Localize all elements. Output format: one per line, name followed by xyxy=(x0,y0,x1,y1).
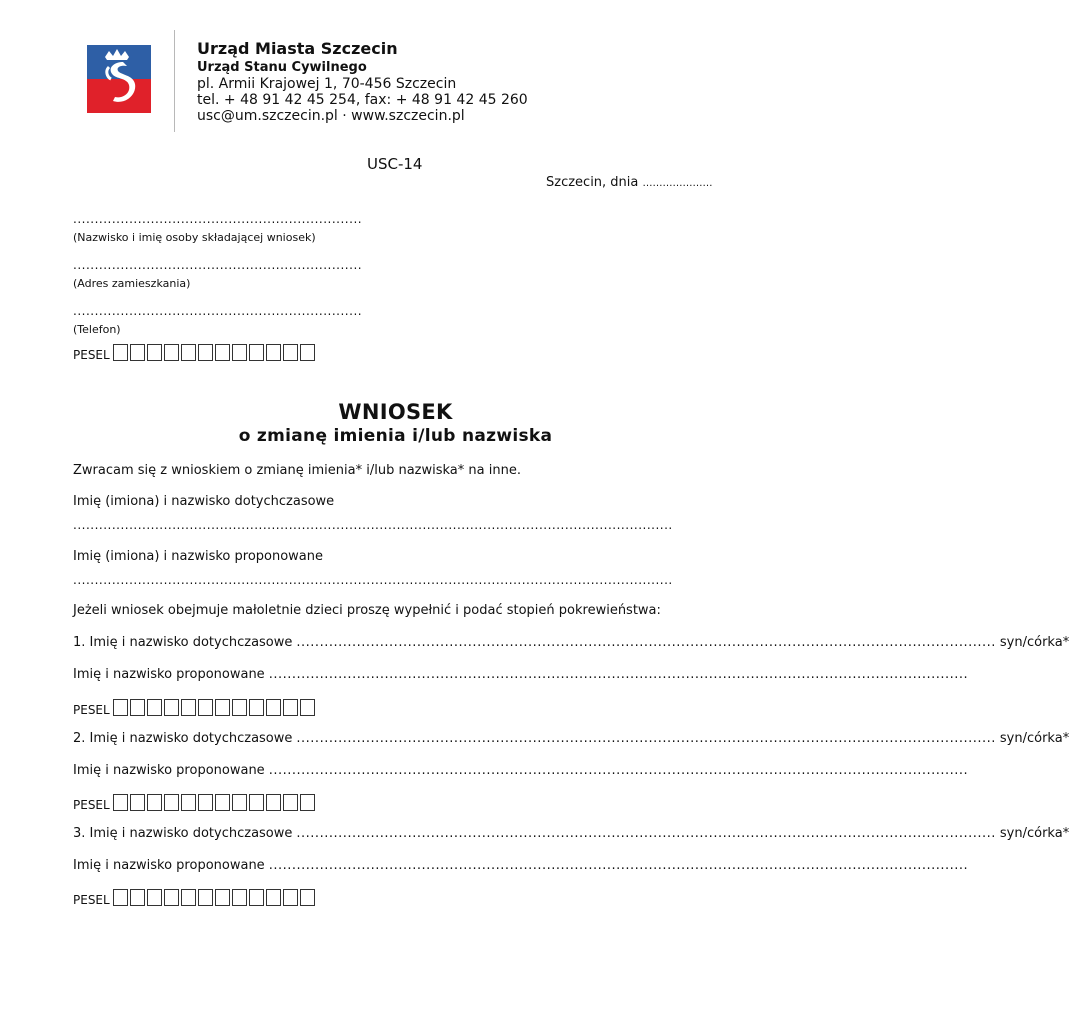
applicant-name-caption: (Nazwisko i imię osoby składającej wniosek) xyxy=(73,231,316,244)
department-name: Urząd Stanu Cywilnego xyxy=(197,60,367,75)
child-proposed-row[interactable] xyxy=(73,858,969,873)
child-pesel xyxy=(73,794,317,811)
office-contact: usc@um.szczecin.pl · www.szczecin.pl xyxy=(197,108,465,124)
child-relation: syn/córka* xyxy=(999,826,1069,841)
pesel-digit-box[interactable] xyxy=(181,794,196,811)
pesel-digit-box[interactable] xyxy=(181,699,196,716)
pesel-digit-box[interactable] xyxy=(283,344,298,361)
pesel-digit-box[interactable] xyxy=(164,794,179,811)
szczecin-logo xyxy=(87,45,151,113)
form-code: USC-14 xyxy=(367,155,423,173)
pesel-digit-box[interactable] xyxy=(164,699,179,716)
child-current-row[interactable] xyxy=(73,635,1069,650)
applicant-phone-field[interactable]: ................................................................... xyxy=(73,304,363,318)
form-title: WNIOSEK xyxy=(338,400,453,424)
pesel-digit-box[interactable] xyxy=(266,344,281,361)
pesel-digit-box[interactable] xyxy=(198,889,213,906)
child-proposed-dots: ....................................................................................................................................................... xyxy=(268,763,969,778)
child-current-dots: ....................................................................................................................................................... xyxy=(296,731,996,746)
pesel-digit-box[interactable] xyxy=(130,344,145,361)
child-relation: syn/córka* xyxy=(999,731,1069,746)
pesel-label: PESEL xyxy=(73,703,110,717)
pesel-digit-box[interactable] xyxy=(113,699,128,716)
child-current-dots: ....................................................................................................................................................... xyxy=(296,635,996,650)
pesel-digit-box[interactable] xyxy=(215,794,230,811)
pesel-digit-box[interactable] xyxy=(113,794,128,811)
date-dots: ………………… xyxy=(642,178,713,189)
applicant-address-field[interactable]: ................................................................... xyxy=(73,258,363,272)
pesel-digit-box[interactable] xyxy=(147,889,162,906)
pesel-digit-box[interactable] xyxy=(249,889,264,906)
pesel-digit-box[interactable] xyxy=(130,794,145,811)
child-current-label: 2. Imię i nazwisko dotychczasowe xyxy=(73,731,293,746)
child-current-dots: ....................................................................................................................................................... xyxy=(296,826,996,841)
current-name-label: Imię (imiona) i nazwisko dotychczasowe xyxy=(73,494,335,509)
proposed-name-field[interactable]: ........................................................................................................................................... xyxy=(73,573,673,587)
pesel-digit-box[interactable] xyxy=(266,889,281,906)
child-current-label: 3. Imię i nazwisko dotychczasowe xyxy=(73,826,293,841)
date-label: Szczecin, dnia xyxy=(546,175,639,190)
pesel-digit-box[interactable] xyxy=(300,889,315,906)
child-proposed-row[interactable] xyxy=(73,763,969,778)
pesel-digit-box[interactable] xyxy=(181,889,196,906)
child-proposed-dots: ....................................................................................................................................................... xyxy=(268,667,969,682)
child-proposed-row[interactable] xyxy=(73,667,969,682)
current-name-field[interactable]: ........................................................................................................................................... xyxy=(73,518,673,532)
pesel-digit-box[interactable] xyxy=(130,699,145,716)
child-current-row[interactable] xyxy=(73,731,1069,746)
pesel-digit-box[interactable] xyxy=(300,794,315,811)
child-current-row[interactable] xyxy=(73,826,1069,841)
child-proposed-dots: ....................................................................................................................................................... xyxy=(268,858,969,873)
pesel-digit-box[interactable] xyxy=(232,794,247,811)
pesel-digit-box[interactable] xyxy=(266,794,281,811)
applicant-address-caption: (Adres zamieszkania) xyxy=(73,277,191,290)
pesel-digit-box[interactable] xyxy=(113,344,128,361)
children-intro: Jeżeli wniosek obejmuje małoletnie dzieci proszę wypełnić i podać stopień pokrewieństwa: xyxy=(73,603,661,618)
child-proposed-label: Imię i nazwisko proponowane xyxy=(73,667,265,682)
form-subtitle: o zmianę imienia i/lub nazwiska xyxy=(238,426,553,446)
pesel-digit-box[interactable] xyxy=(283,889,298,906)
applicant-phone-caption: (Telefon) xyxy=(73,323,121,336)
pesel-digit-box[interactable] xyxy=(164,889,179,906)
pesel-digit-box[interactable] xyxy=(215,699,230,716)
proposed-name-label: Imię (imiona) i nazwisko proponowane xyxy=(73,549,324,564)
pesel-label: PESEL xyxy=(73,348,110,362)
pesel-digit-box[interactable] xyxy=(249,699,264,716)
pesel-label: PESEL xyxy=(73,798,110,812)
date-field[interactable] xyxy=(546,175,713,190)
pesel-digit-box[interactable] xyxy=(300,699,315,716)
office-address: pl. Armii Krajowej 1, 70-456 Szczecin xyxy=(197,76,457,92)
applicant-pesel xyxy=(73,344,317,361)
pesel-digit-box[interactable] xyxy=(300,344,315,361)
applicant-name-field[interactable]: ................................................................... xyxy=(73,212,363,226)
pesel-digit-box[interactable] xyxy=(198,699,213,716)
pesel-digit-box[interactable] xyxy=(113,889,128,906)
pesel-digit-box[interactable] xyxy=(130,889,145,906)
child-pesel xyxy=(73,889,317,906)
pesel-digit-box[interactable] xyxy=(147,699,162,716)
pesel-digit-box[interactable] xyxy=(198,794,213,811)
pesel-digit-box[interactable] xyxy=(215,344,230,361)
child-current-label: 1. Imię i nazwisko dotychczasowe xyxy=(73,635,293,650)
child-proposed-label: Imię i nazwisko proponowane xyxy=(73,858,265,873)
pesel-digit-box[interactable] xyxy=(164,344,179,361)
child-relation: syn/córka* xyxy=(999,635,1069,650)
pesel-digit-box[interactable] xyxy=(147,344,162,361)
pesel-digit-box[interactable] xyxy=(215,889,230,906)
pesel-digit-box[interactable] xyxy=(232,889,247,906)
pesel-digit-box[interactable] xyxy=(283,699,298,716)
office-phone: tel. + 48 91 42 45 254, fax: + 48 91 42 45 260 xyxy=(197,92,528,108)
pesel-digit-box[interactable] xyxy=(249,794,264,811)
office-name: Urząd Miasta Szczecin xyxy=(197,39,398,58)
pesel-digit-box[interactable] xyxy=(232,699,247,716)
pesel-digit-box[interactable] xyxy=(181,344,196,361)
child-proposed-label: Imię i nazwisko proponowane xyxy=(73,763,265,778)
pesel-digit-box[interactable] xyxy=(232,344,247,361)
intro-text: Zwracam się z wnioskiem o zmianę imienia* i/lub nazwiska* na inne. xyxy=(73,463,521,478)
pesel-label: PESEL xyxy=(73,893,110,907)
pesel-digit-box[interactable] xyxy=(249,344,264,361)
pesel-digit-box[interactable] xyxy=(198,344,213,361)
pesel-digit-box[interactable] xyxy=(147,794,162,811)
pesel-digit-box[interactable] xyxy=(283,794,298,811)
header-divider xyxy=(174,30,175,132)
pesel-digit-box[interactable] xyxy=(266,699,281,716)
child-pesel xyxy=(73,699,317,716)
